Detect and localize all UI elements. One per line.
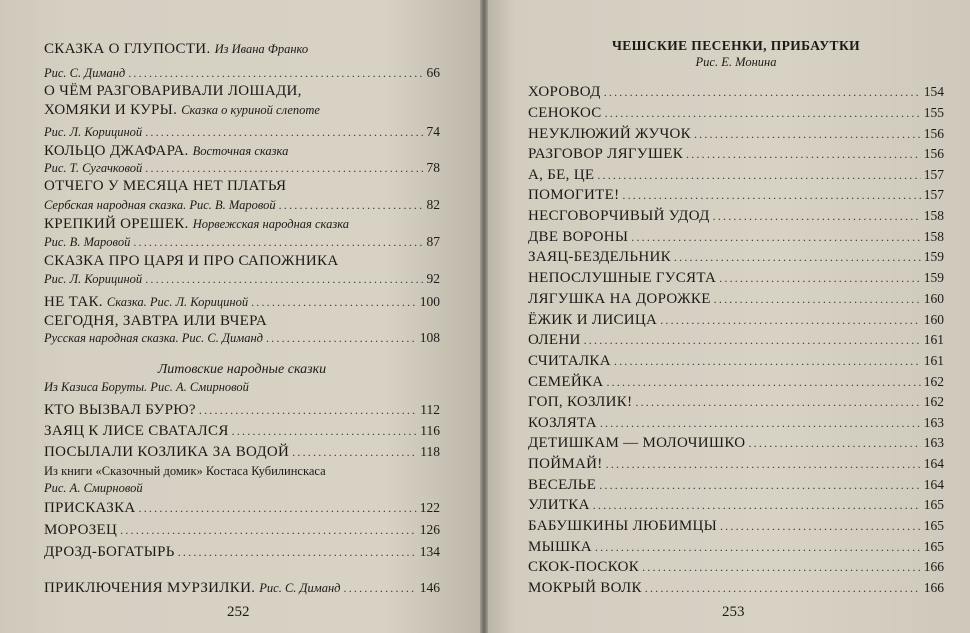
toc-line — [528, 312, 944, 329]
leader-dots — [719, 271, 921, 286]
leader-dots — [622, 188, 920, 203]
leader-dots — [606, 457, 921, 472]
toc-line — [44, 197, 440, 214]
entry-title: ВЕСЕЛЬЕ — [528, 477, 597, 493]
entry-title: ПОМОГИТЕ! — [528, 187, 620, 203]
toc-line — [528, 435, 944, 452]
leader-dots — [178, 545, 417, 560]
page-number: 100 — [419, 294, 440, 309]
entry-title: ДВЕ ВОРОНЫ — [528, 229, 629, 245]
page-number: 156 — [923, 126, 944, 141]
section-illustrator: Рис. А. Смирновой — [44, 481, 143, 495]
toc-line — [528, 187, 944, 204]
entry-title: СКОК-ПОСКОК — [528, 559, 640, 575]
page-number: 82 — [426, 197, 440, 212]
entry-title: ХОРОВОД — [528, 84, 601, 100]
entry-title: ОЛЕНИ — [528, 332, 581, 348]
leader-dots — [128, 66, 423, 81]
toc-line — [528, 353, 944, 370]
page-number: 164 — [923, 456, 944, 471]
leader-dots — [597, 168, 920, 183]
entry-title: ДЕТИШКАМ — МОЛОЧИШКО — [528, 435, 746, 451]
page-number: 165 — [923, 518, 944, 533]
leader-dots — [720, 519, 921, 534]
leader-dots — [279, 198, 424, 213]
entry-title: НЕУКЛЮЖИЙ ЖУЧОК — [528, 126, 691, 142]
toc-line — [528, 126, 944, 143]
page-number: 165 — [923, 539, 944, 554]
toc-line — [528, 518, 944, 535]
entry-title: СЕНОКОС — [528, 105, 602, 121]
entry-title: БАБУШКИНЫ ЛЮБИМЦЫ — [528, 518, 717, 534]
toc-line — [44, 423, 440, 440]
entry-title: ПОЙМАЙ! — [528, 456, 603, 472]
page-number: 161 — [923, 353, 944, 368]
leader-dots — [139, 501, 417, 516]
entry-title: УЛИТКА — [528, 497, 590, 513]
entry-title: КОЗЛЯТА — [528, 415, 597, 431]
toc-line — [44, 579, 440, 596]
page-number: 155 — [923, 105, 944, 120]
leader-dots — [686, 147, 921, 162]
leader-dots — [604, 85, 921, 100]
leader-dots — [660, 313, 921, 328]
leader-dots — [199, 403, 417, 418]
entry-title: СЕГОДНЯ, ЗАВТРА ИЛИ ВЧЕРА — [44, 313, 267, 329]
entry-illustrator: Рис. Л. Корициной — [44, 125, 143, 139]
toc-line — [528, 456, 944, 473]
leader-dots — [145, 125, 423, 140]
toc-line — [528, 415, 944, 432]
toc-line — [528, 539, 944, 556]
page-number: 160 — [923, 312, 944, 327]
toc-line — [44, 464, 440, 481]
page-number: 78 — [426, 160, 440, 175]
page-number: 163 — [923, 415, 944, 430]
leader-dots — [714, 292, 921, 307]
toc-line — [528, 374, 944, 391]
entry-title: КТО ВЫЗВАЛ БУРЮ? — [44, 402, 196, 418]
leader-dots — [232, 424, 418, 439]
entry-title: ЁЖИК И ЛИСИЦА — [528, 312, 658, 328]
page-number: 66 — [426, 65, 440, 80]
entry-title: ПОСЫЛАЛИ КОЗЛИКА ЗА ВОДОЙ — [44, 444, 290, 460]
leader-dots — [713, 209, 921, 224]
entry-title: ДРОЗД-БОГАТЫРЬ — [44, 544, 175, 560]
page-number: 159 — [923, 249, 944, 264]
page-number: 122 — [419, 500, 440, 515]
entry-title: СКАЗКА ПРО ЦАРЯ И ПРО САПОЖНИКА — [44, 253, 339, 269]
toc-line — [44, 544, 440, 561]
leader-dots — [614, 354, 921, 369]
section-illustrator: Из Казиса Боруты. Рис. А. Смирновой — [44, 380, 249, 394]
page-number: 160 — [923, 291, 944, 306]
page-number: 157 — [923, 167, 944, 182]
entry-title: КРЕПКИЙ ОРЕШЕК. — [44, 216, 189, 232]
leader-dots — [674, 250, 921, 265]
leader-dots — [292, 445, 417, 460]
toc-line — [44, 124, 440, 141]
entry-title: О ЧЁМ РАЗГОВАРИВАЛИ ЛОШАДИ, — [44, 83, 302, 99]
toc-line — [44, 500, 440, 517]
leader-dots — [599, 478, 921, 493]
toc-line — [528, 394, 944, 411]
toc-line — [528, 332, 944, 349]
toc-line — [528, 580, 944, 597]
leader-dots — [344, 581, 417, 596]
toc-line — [528, 559, 944, 576]
leader-dots — [645, 581, 921, 596]
entry-title: МОРОЗЕЦ — [44, 522, 118, 538]
entry-title: КОЛЬЦО ДЖАФАРА. — [44, 143, 189, 159]
entry-illustrator: Рис. С. Диманд — [44, 66, 126, 80]
page-number: 158 — [923, 229, 944, 244]
entry-illustrator: Сербская народная сказка. Рис. В. Маровой — [44, 198, 276, 212]
entry-title: ХОМЯКИ И КУРЫ. — [44, 102, 178, 118]
page-number: 164 — [923, 477, 944, 492]
entry-illustrator: Русская народная сказка. Рис. С. Диманд — [44, 331, 263, 345]
leader-dots — [606, 375, 920, 390]
page-number: 74 — [426, 124, 440, 139]
toc-line — [44, 481, 440, 498]
toc-line — [528, 249, 944, 266]
toc-line — [528, 208, 944, 225]
entry-title: ЛЯГУШКА НА ДОРОЖКЕ — [528, 291, 711, 307]
page-number: 165 — [923, 497, 944, 512]
toc-line — [528, 229, 944, 246]
entry-subtitle: Сказка. Рис. Л. Корициной — [106, 295, 249, 309]
entry-title: НЕ ТАК. — [44, 294, 103, 310]
page-number: 146 — [419, 580, 440, 595]
page-number: 162 — [923, 394, 944, 409]
page-number: 118 — [420, 444, 440, 459]
entry-title: ОТЧЕГО У МЕСЯЦА НЕТ ПЛАТЬЯ — [44, 178, 287, 194]
page-number: 166 — [923, 580, 944, 595]
page-number: 159 — [923, 270, 944, 285]
page-number: 158 — [923, 208, 944, 223]
leader-dots — [600, 416, 921, 431]
page-number: 166 — [923, 559, 944, 574]
page-number: 87 — [426, 234, 440, 249]
page-number-left: 252 — [227, 604, 250, 620]
entry-subtitle: Сказка о куриной слепоте — [181, 103, 320, 117]
toc-line — [44, 271, 440, 288]
leader-dots — [145, 272, 423, 287]
toc-line — [44, 293, 440, 310]
leader-dots — [584, 333, 921, 348]
entry-title: ПРИКЛЮЧЕНИЯ МУРЗИЛКИ. — [44, 580, 256, 596]
page-number: 154 — [923, 84, 944, 99]
section-source: Из книги «Сказочный домик» Костаса Кубилинскаса — [44, 464, 326, 478]
entry-title: ГОП, КОЗЛИК! — [528, 394, 633, 410]
page-number: 162 — [923, 374, 944, 389]
entry-title: СКАЗКА О ГЛУПОСТИ. — [44, 41, 211, 57]
section-heading: Литовские народные сказки — [157, 362, 327, 377]
toc-line — [44, 65, 440, 82]
entry-title: МОКРЫЙ ВОЛК — [528, 580, 642, 596]
leader-dots — [593, 498, 921, 513]
entry-title: ЗАЯЦ-БЕЗДЕЛЬНИК — [528, 249, 671, 265]
page-number: 157 — [923, 187, 944, 202]
toc-line — [44, 380, 440, 397]
toc-line — [44, 522, 440, 539]
toc-line — [44, 444, 440, 461]
toc-line — [44, 402, 440, 419]
entry-subtitle: Норвежская народная сказка — [192, 217, 349, 231]
leader-dots — [251, 295, 417, 310]
entry-illustrator: Рис. С. Диманд — [259, 581, 341, 595]
page-number: 116 — [420, 423, 440, 438]
leader-dots — [595, 540, 921, 555]
entry-title: НЕПОСЛУШНЫЕ ГУСЯТА — [528, 270, 717, 286]
leader-dots — [642, 560, 921, 575]
entry-title: А, БЕ, ЦЕ — [528, 167, 595, 183]
entry-illustrator: Рис. В. Маровой — [44, 235, 131, 249]
leader-dots — [694, 127, 921, 142]
leader-dots — [145, 161, 423, 176]
toc-line — [528, 497, 944, 514]
section-illustrator: Рис. Е. Монина — [695, 55, 777, 69]
entry-title: СЕМЕЙКА — [528, 374, 604, 390]
page-number-right: 253 — [722, 604, 745, 620]
toc-line — [44, 330, 440, 347]
toc-line — [528, 84, 944, 101]
entry-title: ПРИСКАЗКА — [44, 500, 136, 516]
entry-illustrator: Рис. Т. Сугачковой — [44, 161, 143, 175]
entry-title: РАЗГОВОР ЛЯГУШЕК — [528, 146, 684, 162]
book-gutter — [480, 0, 488, 633]
leader-dots — [605, 106, 921, 121]
leader-dots — [635, 395, 920, 410]
toc-line — [528, 105, 944, 122]
page-number: 126 — [419, 522, 440, 537]
toc-line — [528, 167, 944, 184]
entry-title: МЫШКА — [528, 539, 592, 555]
page-number: 92 — [426, 271, 440, 286]
entry-subtitle: Восточная сказка — [192, 144, 289, 158]
page-number: 134 — [419, 544, 440, 559]
leader-dots — [266, 331, 417, 346]
leader-dots — [120, 523, 417, 538]
entry-title: ЗАЯЦ К ЛИСЕ СВАТАЛСЯ — [44, 423, 229, 439]
toc-line — [528, 270, 944, 287]
toc-line — [528, 291, 944, 308]
page-number: 163 — [923, 435, 944, 450]
toc-line — [528, 146, 944, 163]
entry-illustrator: Рис. Л. Корициной — [44, 272, 143, 286]
page-number: 112 — [420, 402, 440, 417]
page-number: 108 — [419, 330, 440, 345]
section-title: ЧЕШСКИЕ ПЕСЕНКИ, ПРИБАУТКИ — [611, 38, 861, 53]
toc-line — [528, 477, 944, 494]
page-number: 161 — [923, 332, 944, 347]
entry-subtitle: Из Ивана Франко — [214, 42, 309, 56]
entry-title: СЧИТАЛКА — [528, 353, 611, 369]
page-number: 156 — [923, 146, 944, 161]
leader-dots — [631, 230, 920, 245]
entry-title: НЕСГОВОРЧИВЫЙ УДОД — [528, 208, 710, 224]
toc-line — [44, 160, 440, 177]
leader-dots — [133, 235, 423, 250]
toc-line — [44, 234, 440, 251]
leader-dots — [748, 436, 920, 451]
